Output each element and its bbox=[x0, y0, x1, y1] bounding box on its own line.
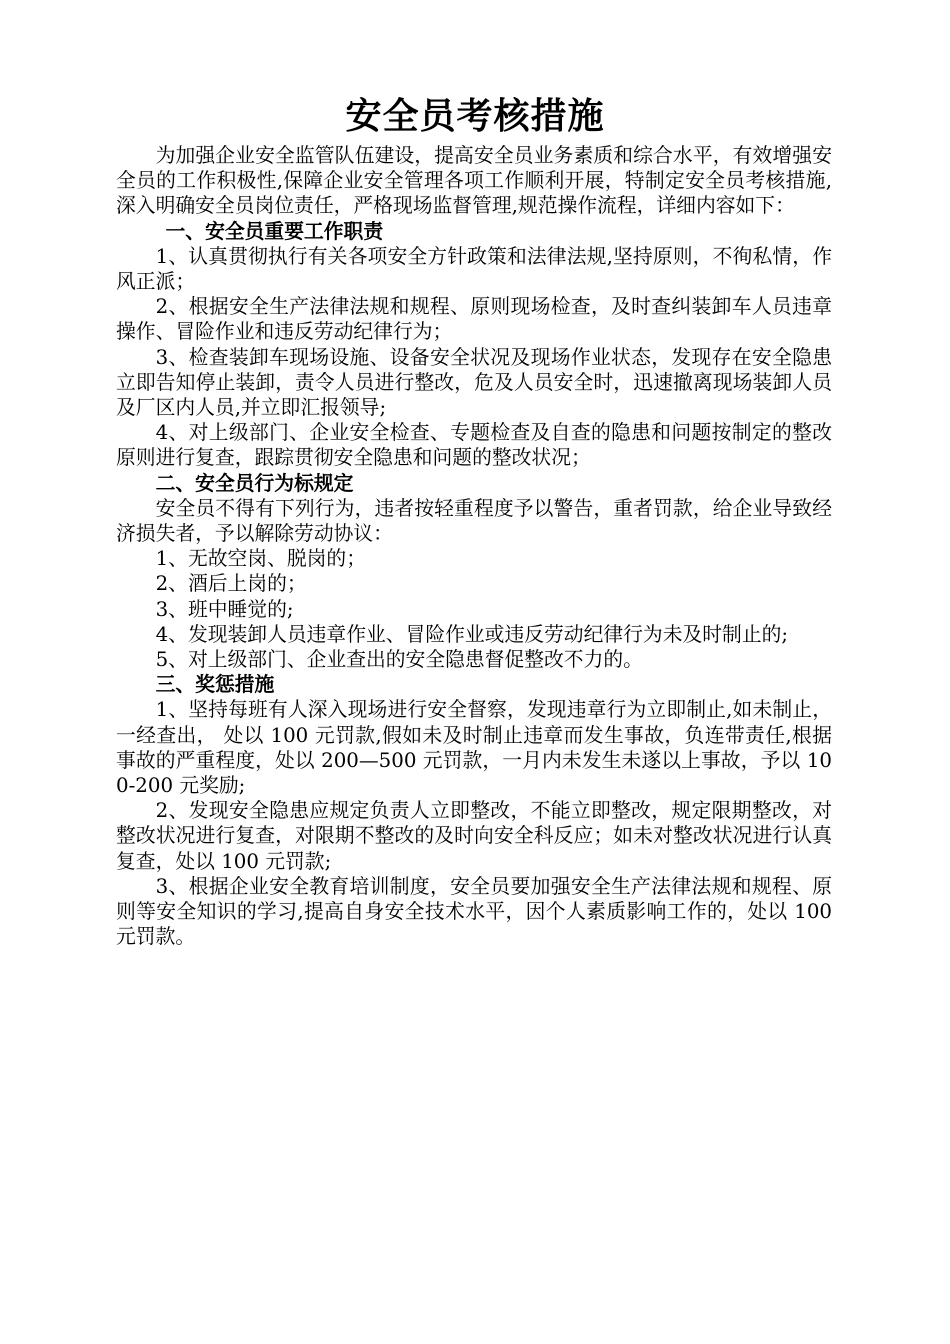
section-heading-duties: 一、安全员重要工作职责 bbox=[165, 219, 384, 243]
conduct-item-4: 4、发现装卸人员违章作业、冒险作业或违反劳动纪律行为未及时制止的; bbox=[155, 622, 789, 646]
section-heading-rewards: 三、奖惩措施 bbox=[155, 673, 275, 697]
duty-item-3: 3、检查装卸车现场设施、设备安全状况及现场作业状态，发现存在安全隐患立即告知停止装卸，责令人员进行整改，危及人员安全时，迅速撤离现场装卸人员及厂区内人员,并立即汇报领导; bbox=[116, 345, 832, 420]
reward-item-2: 2、发现安全隐患应规定负责人立即整改，不能立即整改，规定限期整改，对整改状况进行复查，对限期不整改的及时向安全科反应；如未对整改状况进行认真复查，处以 100 元罚款; bbox=[116, 799, 832, 873]
reward-item-3: 3、根据企业安全教育培训制度，安全员要加强安全生产法律法规和规程、原则等安全知识的学习,提高自身安全技术水平，因个人素质影响工作的，处以 100 元罚款。 bbox=[116, 874, 832, 949]
duty-item-2: 2、根据安全生产法律法规和规程、原则现场检查，及时查纠装卸车人员违章操作、冒险作业和违反劳动纪律行为； bbox=[116, 295, 832, 344]
duty-item-1: 1、认真贯彻执行有关各项安全方针政策和法律法规,坚持原则，不徇私情，作风正派； bbox=[116, 244, 832, 294]
conduct-item-2: 2、酒后上岗的； bbox=[155, 572, 307, 596]
duty-item-4: 4、对上级部门、企业安全检查、专题检查及自查的隐患和问题按制定的整改原则进行复查，跟踪贯彻安全隐患和问题的整改状况； bbox=[116, 421, 832, 470]
conduct-item-5: 5、对上级部门、企业查出的安全隐患督促整改不力的。 bbox=[155, 648, 643, 672]
reward-item-1: 1、坚持每班有人深入现场进行安全督察，发现违章行为立即制止,如未制止，一经查出， 处以 100 元罚款,假如未及时制止违章而发生事故，负连带责任,根据事故的严重程度，处以 200—500 元罚款，一月内未发生未遂以上事故，予以 100-200 元奖励; bbox=[116, 698, 832, 798]
conduct-intro: 安全员不得有下列行为，违者按轻重程度予以警告，重者罚款，给企业导致经济损失者，予以解除劳动协议： bbox=[116, 496, 832, 546]
document-title: 安全员考核措施 bbox=[345, 96, 605, 137]
conduct-item-1: 1、无故空岗、脱岗的； bbox=[155, 547, 366, 571]
conduct-item-3: 3、班中睡觉的; bbox=[155, 597, 294, 621]
intro-paragraph: 为加强企业安全监管队伍建设，提高安全员业务素质和综合水平，有效增强安全员的工作积极性,保障企业安全管理各项工作顺利开展，特制定安全员考核措施,深入明确安全员岗位责任，严格现场监督管理,规范操作流程，详细内容如下： bbox=[116, 144, 832, 218]
section-heading-conduct: 二、安全员行为标规定 bbox=[155, 471, 354, 495]
document-body bbox=[116, 143, 832, 950]
